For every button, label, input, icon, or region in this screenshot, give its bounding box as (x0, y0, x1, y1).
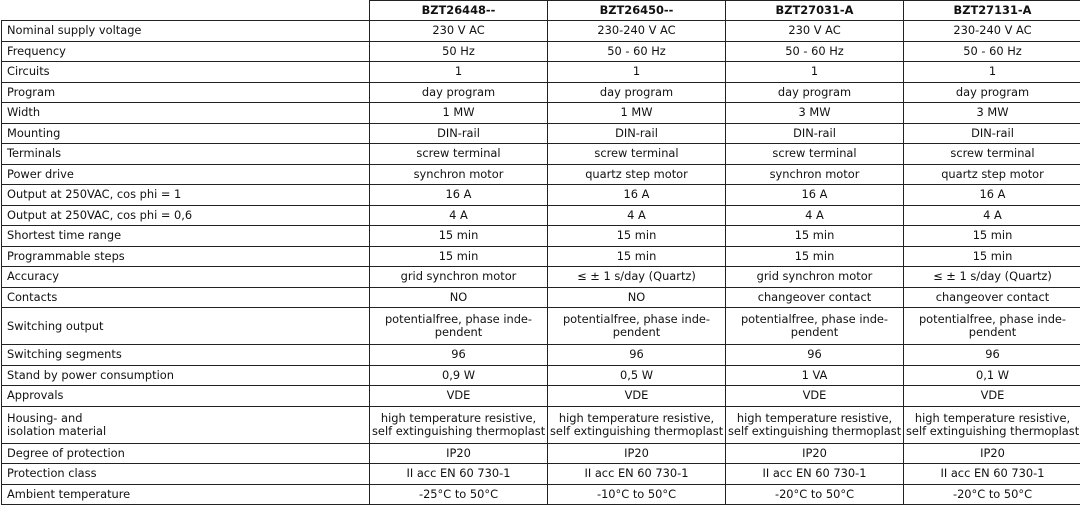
value-cell (904, 345, 1080, 366)
cell-value: self extinguishing thermoplast (906, 423, 1080, 438)
cell-value: II acc EN 60 730-1 (762, 466, 867, 481)
column-header: BZT26448-- (370, 1, 548, 21)
row-label-cell (2, 226, 370, 247)
cell-value: potentialfree, phase inde- (740, 312, 889, 326)
value-cell (726, 345, 904, 366)
value-cell (548, 267, 726, 288)
cell-value: 50 - 60 Hz (785, 43, 844, 58)
value-cell (548, 386, 726, 407)
cell-value: self extinguishing thermoplast (372, 423, 546, 438)
value-cell (726, 386, 904, 407)
row-label: Contacts (7, 289, 58, 304)
value-cell (370, 144, 548, 165)
row-label: Protection class (7, 466, 97, 481)
value-cell (726, 21, 904, 42)
value-cell (370, 345, 548, 366)
cell-value: 1 (454, 64, 463, 79)
row-label-cell (2, 21, 370, 42)
row-label-cell (2, 345, 370, 366)
value-cell (548, 464, 726, 485)
cell-value: potentialfree, phase inde- (918, 312, 1067, 326)
cell-value: 1 VA (801, 367, 828, 382)
row-label-cell (2, 267, 370, 288)
cell-value: 230 V AC (432, 23, 485, 38)
cell-value: screw terminal (772, 146, 857, 161)
cell-value: day program (777, 84, 852, 99)
column-header: BZT26450-- (548, 1, 726, 21)
cell-value: 15 min (972, 228, 1013, 243)
value-cell (726, 185, 904, 206)
table-row (2, 443, 1080, 464)
value-cell (904, 164, 1080, 185)
cell-value: 1 MW (442, 105, 475, 120)
value-cell (370, 308, 548, 345)
cell-value: potentialfree, phase inde- (562, 312, 711, 326)
value-cell (548, 41, 726, 62)
cell-value: 3 MW (798, 105, 831, 120)
value-cell (904, 103, 1080, 124)
value-cell (726, 62, 904, 83)
value-cell (548, 287, 726, 308)
value-cell (548, 406, 726, 443)
cell-value: high temperature resistive, (914, 410, 1071, 425)
spec-table (1, 0, 1080, 505)
cell-value: 4 A (983, 207, 1002, 222)
row-label: Degree of protection (7, 445, 125, 460)
value-cell (548, 144, 726, 165)
cell-value: -20°C to 50°C (774, 486, 855, 501)
cell-value: 0,5 W (620, 367, 653, 382)
cell-value: screw terminal (594, 146, 679, 161)
row-label: Circuits (7, 64, 50, 79)
cell-value: screw terminal (950, 146, 1035, 161)
cell-value: quartz step motor (941, 166, 1044, 181)
cell-value: day program (955, 84, 1030, 99)
cell-value: 15 min (616, 228, 657, 243)
value-cell (904, 267, 1080, 288)
cell-value: 230 V AC (788, 23, 841, 38)
row-label: Approvals (7, 388, 64, 403)
value-cell (370, 484, 548, 505)
cell-value: 16 A (623, 187, 650, 202)
cell-value: pendent (968, 325, 1017, 339)
row-label: Nominal supply voltage (7, 23, 142, 38)
cell-value: VDE (802, 388, 827, 403)
cell-value: ≤ ± 1 s/day (Quartz) (577, 269, 696, 284)
value-cell (726, 464, 904, 485)
table-row (2, 308, 1080, 345)
row-label-cell (2, 62, 370, 83)
row-label: Programmable steps (7, 248, 125, 263)
cell-value: grid synchron motor (400, 269, 517, 284)
cell-value: potentialfree, phase inde- (384, 312, 533, 326)
column-header: BZT27031-A (726, 1, 904, 21)
value-cell (370, 205, 548, 226)
value-cell (370, 365, 548, 386)
value-cell (370, 267, 548, 288)
value-cell (726, 226, 904, 247)
value-cell (726, 123, 904, 144)
cell-value: 96 (451, 347, 466, 362)
cell-value: 3 MW (976, 105, 1009, 120)
cell-value: changeover contact (757, 289, 872, 304)
cell-value: 230-240 V AC (597, 23, 676, 38)
value-cell (904, 21, 1080, 42)
table-row (2, 144, 1080, 165)
row-label-cell (2, 406, 370, 443)
value-cell (726, 287, 904, 308)
value-cell (904, 246, 1080, 267)
value-cell (904, 82, 1080, 103)
cell-value: -10°C to 50°C (596, 486, 677, 501)
cell-value: 4 A (449, 207, 468, 222)
cell-value: NO (627, 289, 646, 304)
header-corner-cell (2, 1, 370, 21)
value-cell (726, 443, 904, 464)
row-label-cell (2, 144, 370, 165)
cell-value: 1 (988, 64, 997, 79)
value-cell (904, 205, 1080, 226)
table-row (2, 464, 1080, 485)
cell-value: IP20 (624, 445, 649, 460)
cell-value: II acc EN 60 730-1 (940, 466, 1045, 481)
cell-value: high temperature resistive, (380, 410, 537, 425)
value-cell (370, 123, 548, 144)
value-cell (548, 123, 726, 144)
value-cell (904, 464, 1080, 485)
value-cell (370, 82, 548, 103)
value-cell (370, 464, 548, 485)
value-cell (370, 406, 548, 443)
cell-value: synchron motor (413, 166, 504, 181)
cell-value: VDE (446, 388, 471, 403)
cell-value: 50 - 60 Hz (963, 43, 1022, 58)
cell-value: day program (421, 84, 496, 99)
table-row (2, 345, 1080, 366)
cell-value: self extinguishing thermoplast (728, 423, 902, 438)
table-row (2, 226, 1080, 247)
row-label: Terminals (7, 146, 62, 161)
row-label-cell (2, 386, 370, 407)
cell-value: grid synchron motor (756, 269, 873, 284)
row-label: Width (7, 105, 41, 120)
row-label: Housing- and (7, 410, 83, 425)
cell-value: ≤ ± 1 s/day (Quartz) (933, 269, 1052, 284)
table-row (2, 267, 1080, 288)
cell-value: 16 A (445, 187, 472, 202)
value-cell (370, 103, 548, 124)
value-cell (370, 287, 548, 308)
value-cell (548, 103, 726, 124)
table-row (2, 103, 1080, 124)
cell-value: 15 min (794, 248, 835, 263)
row-label: Mounting (7, 125, 61, 140)
cell-value: self extinguishing thermoplast (550, 423, 724, 438)
row-label-cell (2, 205, 370, 226)
row-label-cell (2, 443, 370, 464)
cell-value: 16 A (801, 187, 828, 202)
value-cell (726, 41, 904, 62)
cell-value: II acc EN 60 730-1 (584, 466, 689, 481)
row-label-cell (2, 365, 370, 386)
table-row (2, 205, 1080, 226)
value-cell (726, 246, 904, 267)
table-row (2, 82, 1080, 103)
value-cell (548, 246, 726, 267)
value-cell (548, 484, 726, 505)
row-label: Accuracy (7, 269, 60, 284)
cell-value: 96 (629, 347, 644, 362)
row-label: Program (7, 84, 56, 99)
cell-value: DIN-rail (437, 125, 480, 140)
value-cell (726, 267, 904, 288)
value-cell (370, 443, 548, 464)
cell-value: 15 min (438, 228, 479, 243)
table-row (2, 41, 1080, 62)
table-row (2, 484, 1080, 505)
cell-value: quartz step motor (585, 166, 688, 181)
row-label: Output at 250VAC, cos phi = 1 (7, 187, 182, 202)
value-cell (726, 103, 904, 124)
value-cell (726, 365, 904, 386)
value-cell (904, 365, 1080, 386)
value-cell (904, 123, 1080, 144)
row-label-cell (2, 123, 370, 144)
value-cell (904, 287, 1080, 308)
table-row (2, 365, 1080, 386)
cell-value: IP20 (802, 445, 827, 460)
value-cell (370, 386, 548, 407)
cell-value: 1 (810, 64, 819, 79)
value-cell (904, 484, 1080, 505)
row-label-cell (2, 484, 370, 505)
value-cell (726, 484, 904, 505)
value-cell (370, 226, 548, 247)
spec-table-header (2, 1, 1080, 21)
row-label: Power drive (7, 166, 74, 181)
cell-value: IP20 (446, 445, 471, 460)
value-cell (548, 82, 726, 103)
row-label: Shortest time range (7, 228, 122, 243)
row-label-cell (2, 308, 370, 345)
spec-table-body (2, 21, 1080, 505)
value-cell (904, 41, 1080, 62)
value-cell (548, 226, 726, 247)
cell-value: -25°C to 50°C (418, 486, 499, 501)
cell-value: changeover contact (935, 289, 1050, 304)
value-cell (726, 406, 904, 443)
row-label: isolation material (7, 423, 107, 438)
value-cell (904, 406, 1080, 443)
table-row (2, 164, 1080, 185)
cell-value: 4 A (627, 207, 646, 222)
table-row (2, 185, 1080, 206)
cell-value: 50 - 60 Hz (607, 43, 666, 58)
row-label: Frequency (7, 43, 66, 58)
value-cell (548, 164, 726, 185)
cell-value: 0,9 W (442, 367, 475, 382)
value-cell (548, 345, 726, 366)
row-label: Ambient temperature (7, 486, 131, 501)
value-cell (548, 308, 726, 345)
value-cell (370, 246, 548, 267)
value-cell (370, 62, 548, 83)
value-cell (726, 82, 904, 103)
row-label: Stand by power consumption (7, 367, 174, 382)
cell-value: high temperature resistive, (558, 410, 715, 425)
value-cell (548, 62, 726, 83)
row-label-cell (2, 103, 370, 124)
table-row (2, 21, 1080, 42)
cell-value: 1 (632, 64, 641, 79)
cell-value: 0,1 W (976, 367, 1009, 382)
row-label-cell (2, 41, 370, 62)
value-cell (548, 21, 726, 42)
table-row (2, 287, 1080, 308)
value-cell (904, 443, 1080, 464)
cell-value: 1 MW (620, 105, 653, 120)
row-label-cell (2, 464, 370, 485)
cell-value: 96 (985, 347, 1000, 362)
row-label-cell (2, 185, 370, 206)
table-row (2, 386, 1080, 407)
value-cell (548, 443, 726, 464)
table-row (2, 246, 1080, 267)
value-cell (904, 308, 1080, 345)
cell-value: DIN-rail (971, 125, 1014, 140)
cell-value: synchron motor (769, 166, 860, 181)
row-label: Switching segments (7, 347, 122, 362)
value-cell (370, 185, 548, 206)
row-label: Switching output (7, 318, 104, 333)
value-cell (726, 308, 904, 345)
value-cell (726, 164, 904, 185)
header-row (2, 1, 1080, 21)
value-cell (370, 164, 548, 185)
cell-value: 15 min (794, 228, 835, 243)
cell-value: II acc EN 60 730-1 (406, 466, 511, 481)
cell-value: 15 min (616, 248, 657, 263)
cell-value: day program (599, 84, 674, 99)
cell-value: pendent (790, 325, 839, 339)
row-label-cell (2, 246, 370, 267)
cell-value: pendent (434, 325, 483, 339)
value-cell (904, 62, 1080, 83)
row-label-cell (2, 164, 370, 185)
cell-value: pendent (612, 325, 661, 339)
value-cell (904, 226, 1080, 247)
row-label-cell (2, 82, 370, 103)
value-cell (370, 21, 548, 42)
cell-value: screw terminal (416, 146, 501, 161)
cell-value: 16 A (979, 187, 1006, 202)
cell-value: 50 Hz (442, 43, 475, 58)
value-cell (548, 205, 726, 226)
cell-value: IP20 (980, 445, 1005, 460)
column-header: BZT27131-A (904, 1, 1080, 21)
cell-value: DIN-rail (793, 125, 836, 140)
value-cell (726, 205, 904, 226)
row-label-cell (2, 287, 370, 308)
table-row (2, 62, 1080, 83)
cell-value: VDE (980, 388, 1005, 403)
value-cell (904, 144, 1080, 165)
value-cell (904, 185, 1080, 206)
cell-value: NO (449, 289, 468, 304)
cell-value: high temperature resistive, (736, 410, 893, 425)
cell-value: 4 A (805, 207, 824, 222)
cell-value: 96 (807, 347, 822, 362)
cell-value: DIN-rail (615, 125, 658, 140)
table-row (2, 406, 1080, 443)
table-row (2, 123, 1080, 144)
value-cell (548, 365, 726, 386)
cell-value: 15 min (438, 248, 479, 263)
cell-value: -20°C to 50°C (952, 486, 1033, 501)
cell-value: VDE (624, 388, 649, 403)
value-cell (904, 386, 1080, 407)
row-label: Output at 250VAC, cos phi = 0,6 (7, 207, 193, 222)
cell-value: 230-240 V AC (953, 23, 1032, 38)
value-cell (726, 144, 904, 165)
value-cell (548, 185, 726, 206)
value-cell (370, 41, 548, 62)
cell-value: 15 min (972, 248, 1013, 263)
